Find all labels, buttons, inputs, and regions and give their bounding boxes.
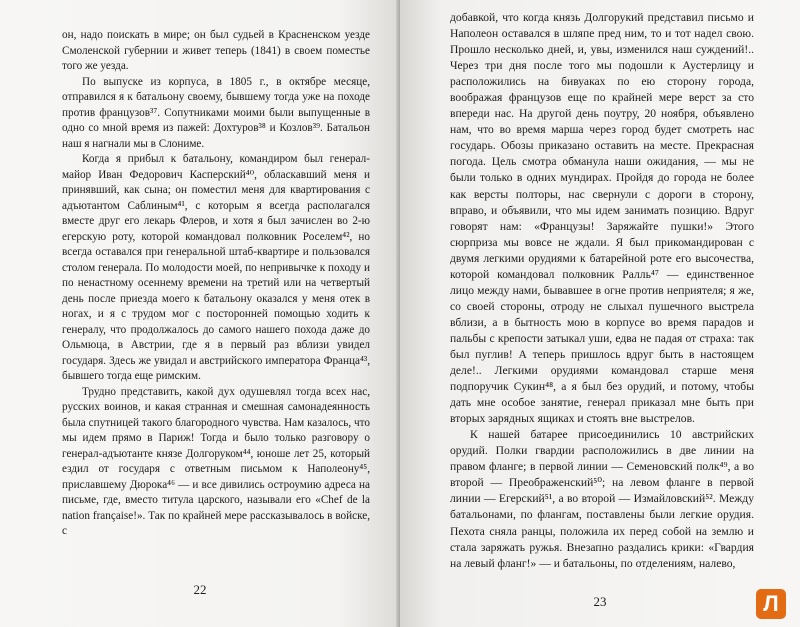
left-page-text: [62, 28, 370, 540]
paragraph: Трудно представить, какой дух одушевлял тогда всех нас, русских воинов, и какая странная и смешная самонадеянность была спутницей такого благородного чувства. Нам казалось, что мы идем прямо в Париж! Тогда и было только разговору о генерал-адъютанте князе Долгоруком⁴⁴, юноше лет 25, который ездил от государя с ответным письмом к Наполеону⁴⁵, приславшему Дюрока⁴⁶ — и все дивились остроумию адреса на письме, где, вместо титула царского, называли его «Chef de la nation française!». Так по крайней мере рассказывалось в войске, с: [62, 385, 370, 537]
paragraph: К нашей батарее присоединились 10 австрийских орудий. Полки гвардии расположились в две линии на правом фланге; в первой линии — Семеновский полк⁴⁹, а во второй — Преображенский⁵⁰; на левом фланге в первой линии — Егерский⁵¹, а во второй — Измайловский⁵². Между батальонами, по флангам, поставлены были легкие орудия. Пехота сняла ранцы, положила их перед собой на землю и стала заряжать ружья. Внезапно раздались крики: «Гвардия на левый фланг!» — и батальоны, по отделениям, налево,: [450, 428, 754, 570]
right-page: [400, 0, 800, 627]
paragraph: добавкой, что когда князь Долгорукий представил письмо и Наполеон оставался в шляпе пред ним, то и тот надел свою. Прошло несколько дней, и, увы, изменился наш суждений!.. Через три дня после того мы подошли к Аустерлицу и расположились на бивуаках по ею сторону города, воображая французов еще по крайней мере верст за сто впереди нас. На другой день поутру, 20 ноября, объявлено нам, что во время марша через город будет смотреть нас государь. Обозы приказано оставить на месте. Прекрасная погода. Цель смотра обманула наши ожидания, — мы не были только в одних мундирах. Пройдя до города не более как версты полторы, нас свернули с дороги в сторону, вправо, и объявили, что мы идем занимать позицию. Вдруг говорят нам: «Французы! Заряжайте пушки!» Этого сюрприза мы вовсе не ждали. Я был прикомандирован с двумя легкими орудиями к батарейной роте его высочества, которой командовал полковник Ралль⁴⁷ — единственное лицо между нами, бывавшее в огне против неприятеля; я же, со своей стороны, отроду не слыхал пушечного выстрела вблизи, а в бытность мою в корпусе во время парадов и пальбы с крепости затыкал уши, едва не падая от страха: так был пуглив! А теперь пришлось вдруг быть в настоящем деле!.. Легкими орудиями командовал старше меня подпоручик Сукин⁴⁸, а я был без орудий, и потому, чтобы дать мне особое занятие, генерал приказал мне быть при вторых зарядных ящиках и стоять вне выстрелов.: [450, 11, 754, 426]
page-number: 23: [593, 594, 607, 609]
paragraph: он, надо поискать в мире; он был судьей в Красненском уезде Смоленской губернии и живет теперь (1841) в своем поместье того же уезда.: [62, 29, 370, 72]
paragraph: Когда я прибыл к батальону, командиром был генерал-майор Иван Федорович Каспeрский⁴⁰, обласкавший меня и принявший, как сына; он поместил меня для квартирования с адъютантом Саблиным⁴¹, с которым я всегда располагался вместе друг его лекарь Флеров, и хотя я был зачислен во 2-ю егерскую роту, которой командовал полковник Роселем⁴², но всегда оставался при генеральной штаб-квартире и пользовался столом генерала. По молодости моей, по непривычке к походу и по ненастному осеннему времени на третий или на четвертый день после приезда моего к батальону оказался у меня отек в ногах, и я с трудом мог с посторонней помощью ходить к генералу, что продолжалось до самого нашего похода даже до Ольмюца, в Австрии, где я в первый раз вблизи увидел государя. Здесь же увидал и австрийского императора Франца⁴³, бывшего тогда еще римским.: [62, 153, 370, 382]
right-page-text: [450, 10, 754, 572]
page-number: 22: [193, 582, 207, 597]
paragraph: По выпуске из корпуса, в 1805 г., в октябре месяце, отправился я к батальону своему, бывшему тогда уже на походе против французов³⁷. Сопутниками моими были выпущенные в одно со мной время из пажей: Дохтуров³⁸ и Козлов³⁹. Батальон наш я нагнали мы в Слониме.: [62, 75, 370, 150]
publisher-logo-icon: Л: [756, 589, 786, 619]
